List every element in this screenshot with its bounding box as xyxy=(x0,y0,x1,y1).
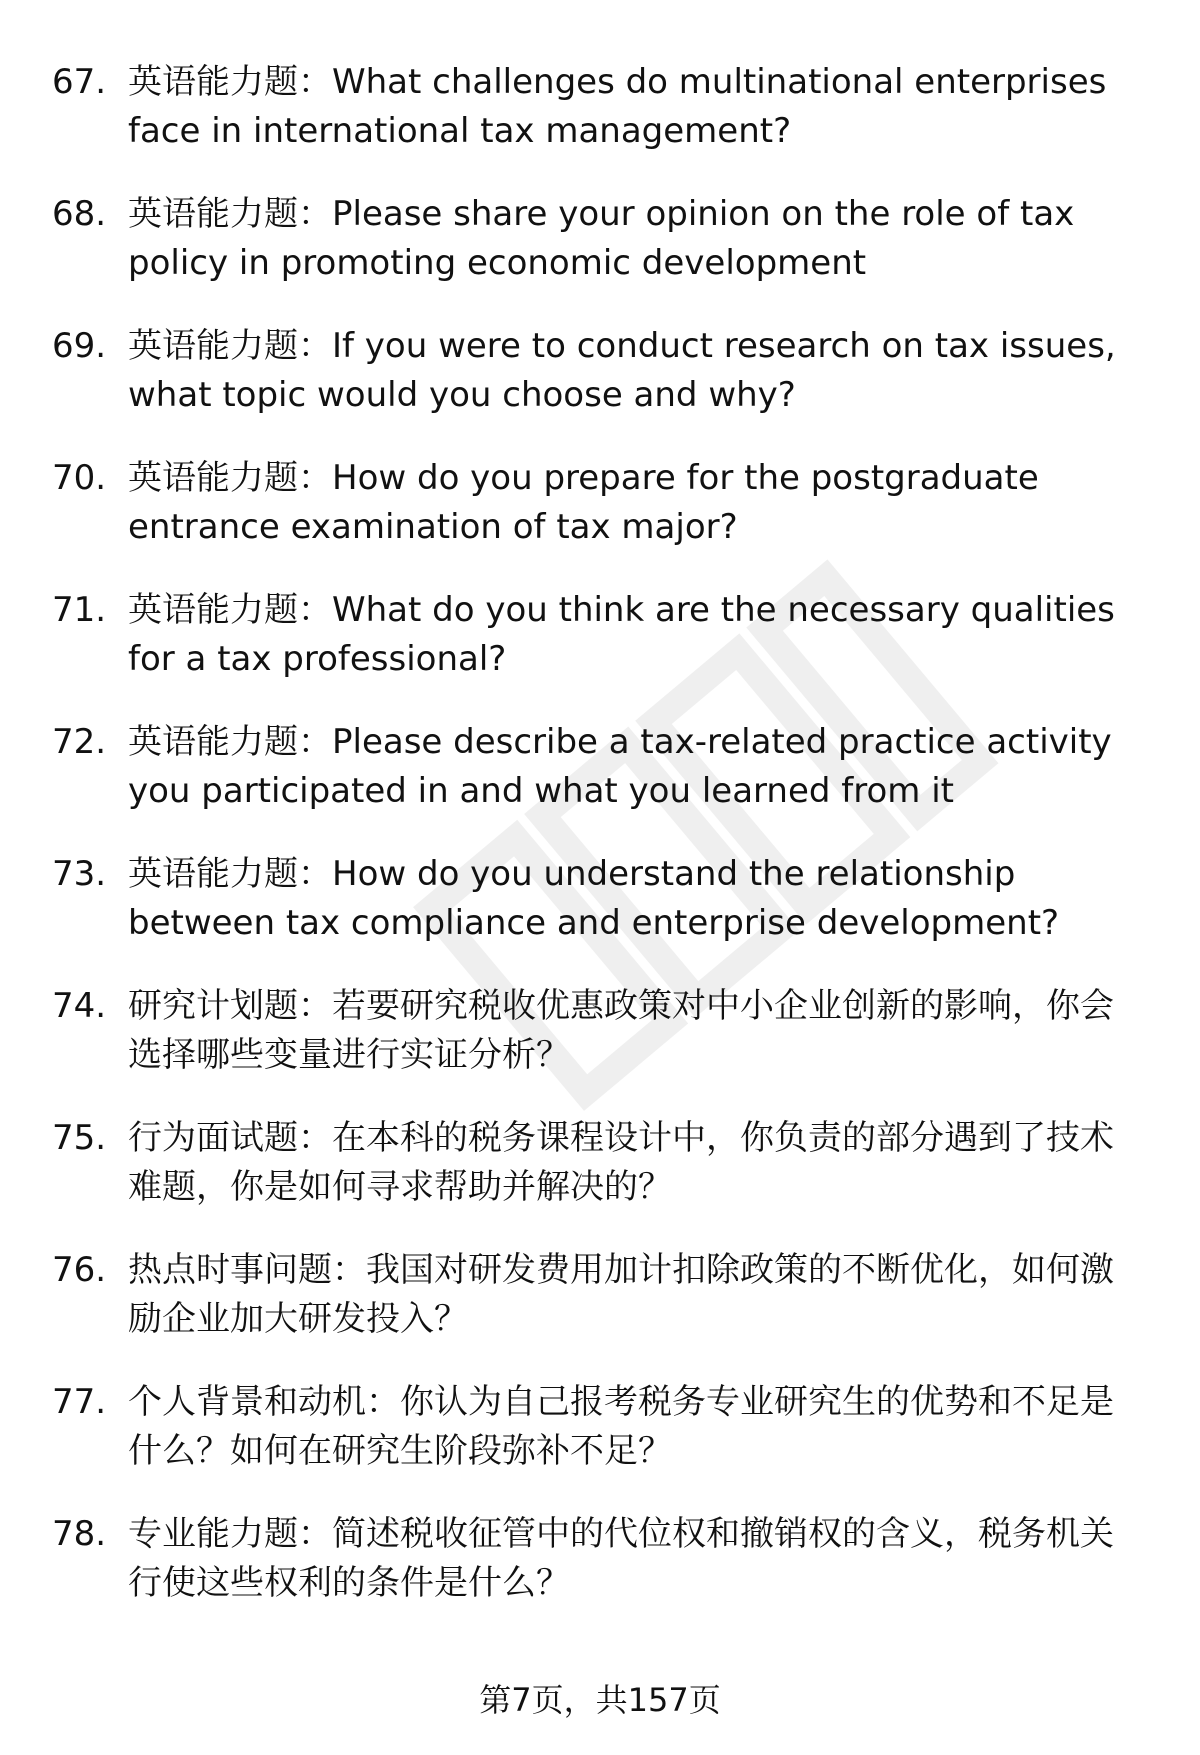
question-number: 77. xyxy=(52,1382,107,1422)
question-number: 75. xyxy=(52,1118,107,1158)
question-number: 71. xyxy=(52,590,107,630)
question-number: 67. xyxy=(52,62,107,102)
page-number-label: 第7页，共157页 xyxy=(479,1681,721,1719)
list-item xyxy=(52,586,1142,718)
question-text: 个人背景和动机：你认为自己报考税务专业研究生的优势和不足是什么？如何在研究生阶段弥补不足？ xyxy=(128,1382,1114,1471)
question-text: 英语能力题：What challenges do multinational enterprises face in international tax management? xyxy=(128,62,1107,151)
list-item xyxy=(52,1114,1142,1246)
question-text: 英语能力题：How do you prepare for the postgraduate entrance examination of tax major? xyxy=(128,458,1039,547)
list-item xyxy=(52,58,1142,190)
list-item xyxy=(52,454,1142,586)
question-list xyxy=(52,58,1142,1642)
question-text: 研究计划题：若要研究税收优惠政策对中小企业创新的影响，你会选择哪些变量进行实证分析？ xyxy=(128,986,1114,1075)
question-text: 英语能力题：If you were to conduct research on tax issues, what topic would you choose and why? xyxy=(128,326,1116,415)
question-text: 英语能力题：How do you understand the relationship between tax compliance and enterprise development? xyxy=(128,854,1060,943)
list-item xyxy=(52,718,1142,850)
list-item xyxy=(52,850,1142,982)
question-number: 76. xyxy=(52,1250,107,1290)
question-number: 73. xyxy=(52,854,107,894)
question-text: 热点时事问题：我国对研发费用加计扣除政策的不断优化，如何激励企业加大研发投入？ xyxy=(128,1250,1114,1339)
question-number: 68. xyxy=(52,194,107,234)
list-item xyxy=(52,322,1142,454)
list-item xyxy=(52,190,1142,322)
list-item xyxy=(52,1246,1142,1378)
question-number: 78. xyxy=(52,1514,107,1554)
question-text: 专业能力题：简述税收征管中的代位权和撤销权的含义，税务机关行使这些权利的条件是什么？ xyxy=(128,1514,1114,1603)
question-text: 英语能力题：What do you think are the necessary qualities for a tax professional? xyxy=(128,590,1115,679)
list-item xyxy=(52,1378,1142,1510)
question-text: 英语能力题：Please describe a tax-related practice activity you participated in and what you learned from it xyxy=(128,722,1112,811)
question-number: 74. xyxy=(52,986,107,1026)
question-text: 英语能力题：Please share your opinion on the role of tax policy in promoting economic development xyxy=(128,194,1075,283)
question-number: 69. xyxy=(52,326,107,366)
page-footer xyxy=(0,1680,1200,1720)
question-number: 72. xyxy=(52,722,107,762)
question-number: 70. xyxy=(52,458,107,498)
list-item xyxy=(52,1510,1142,1642)
list-item xyxy=(52,982,1142,1114)
question-text: 行为面试题：在本科的税务课程设计中，你负责的部分遇到了技术难题，你是如何寻求帮助并解决的？ xyxy=(128,1118,1114,1207)
